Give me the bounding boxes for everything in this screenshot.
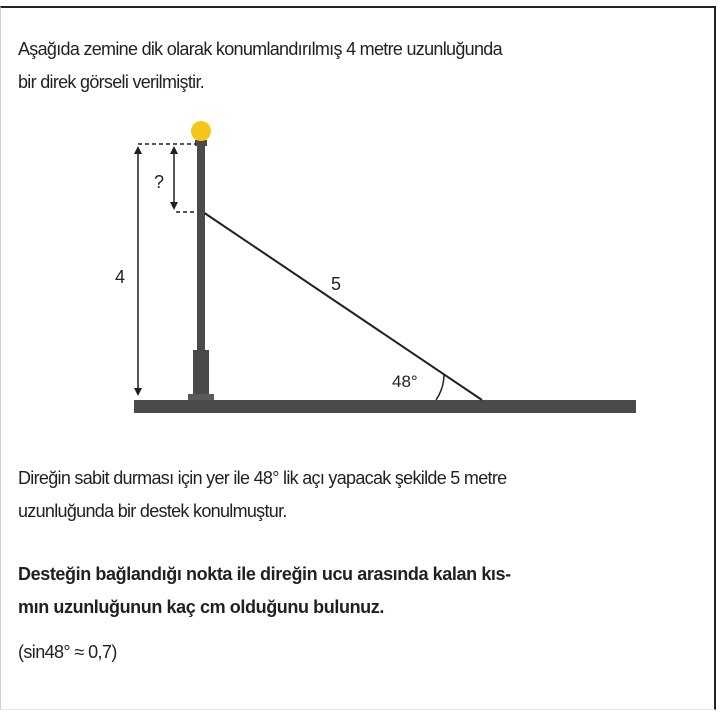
sine-hint: (sin48° ≈ 0,7) <box>18 642 117 662</box>
ground-bar <box>134 400 636 413</box>
pole-shaft <box>197 144 205 356</box>
description-line-1: Direğin sabit durması için yer ile 48° lik açı yapacak şekilde 5 metre <box>18 468 507 488</box>
pole-height-label: 4 <box>115 267 126 287</box>
angle-label: 48° <box>392 372 418 391</box>
description-line-2: uzunluğunda bir destek konulmuştur. <box>18 501 287 521</box>
support-length-label: 5 <box>331 274 342 294</box>
intro-line-2: bir direk görseli verilmiştir. <box>18 72 205 92</box>
intro-line-1: Aşağıda zemine dik olarak konumlandırılmış 4 metre uzunluğunda <box>18 39 502 59</box>
question-line-1: Desteğin bağlandığı nokta ile direğin ucu arasında kalan kıs- <box>18 564 511 584</box>
pole <box>188 121 214 400</box>
lamp-icon <box>191 121 211 141</box>
attachment-point <box>197 208 205 216</box>
pole-foot <box>188 394 214 400</box>
description-text <box>18 462 698 528</box>
unknown-length-label: ? <box>154 172 165 192</box>
question-line-2: mın uzunluğunun kaç cm olduğunu bulunuz. <box>18 597 384 617</box>
angle-arc <box>436 374 444 400</box>
pole-base <box>193 356 209 396</box>
support-cable <box>203 212 482 400</box>
question-text <box>18 558 698 624</box>
